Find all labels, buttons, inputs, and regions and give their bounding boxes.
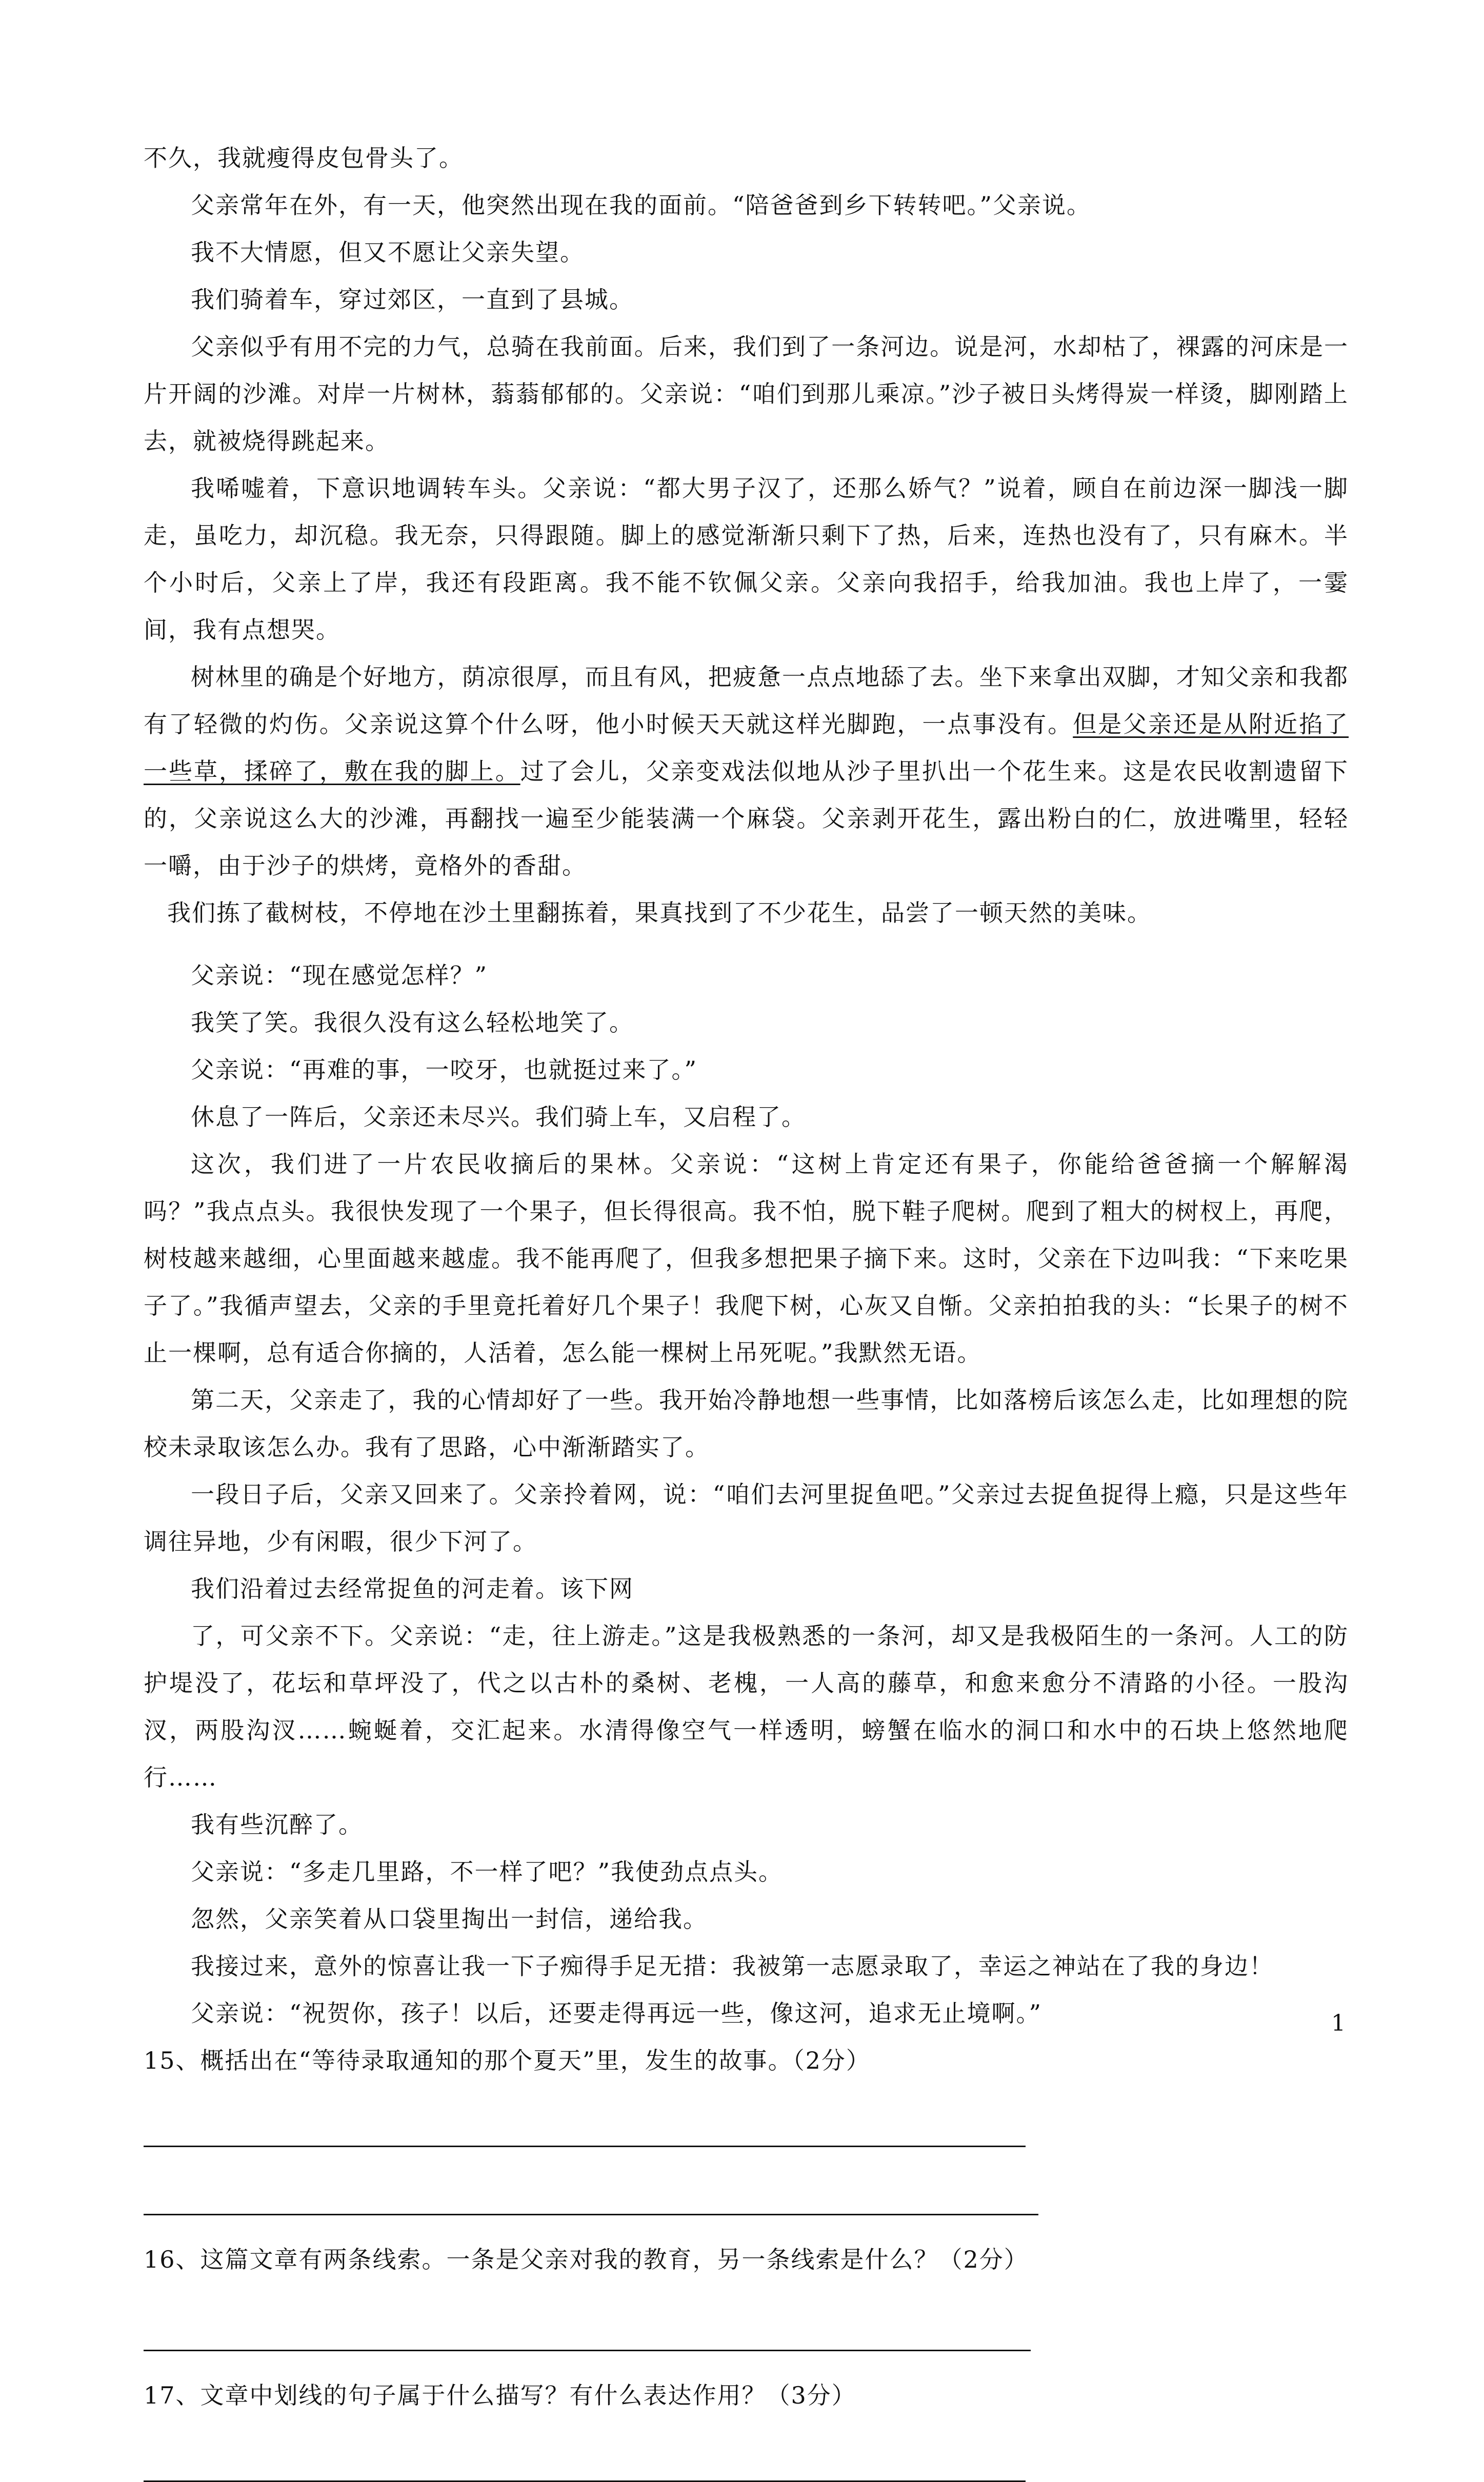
question-17: 17、文章中划线的句子属于什么描写？有什么表达作用？（3分） [144,2381,856,2409]
paragraph: 不久，我就瘦得皮包骨头了。 [144,144,464,172]
paragraph: 父亲说：“再难的事，一咬牙，也就挺过来了。” [191,1056,698,1084]
paragraph: 忽然，父亲笑着从口袋里掏出一封信，递给我。 [191,1905,708,1933]
paragraph-text: 树林里的确是个好地方，荫凉很厚，而且有风，把疲惫一点点地舔了去。坐下来拿出双脚，才知父亲和我都有了轻微的灼伤。父亲说这算个什么呀，他小时候天天就这样光脚跑，一点事没有。 [144,663,1349,738]
paragraph: 我不大情愿，但又不愿让父亲失望。 [191,238,585,266]
answer-space [144,2084,1349,2146]
paragraph: 了，可父亲不下。父亲说：“走，往上游走。”这是我极熟悉的一条河，却又是我极陌生的一条河。人工的防护堤没了，花坛和草坪没了，代之以古朴的桑树、老槐，一人高的藤草，和愈来愈分不清路的小径。一股沟汊，两股沟汊……蜿蜒着，交汇起来。水清得像空气一样透明，螃蟹在临水的洞口和水中的石块上悠然地爬行…… [144,1622,1349,1791]
paragraph: 父亲说：“多走几里路，不一样了吧？”我使劲点点头。 [191,1858,784,1886]
paragraph: 父亲常年在外，有一天，他突然出现在我的面前。“陪爸爸到乡下转转吧。”父亲说。 [191,191,1092,219]
paragraph: 父亲说：“现在感觉怎样？” [191,962,488,989]
paragraph: 我们骑着车，穿过郊区，一直到了县城。 [191,286,634,313]
paragraph: 我笑了笑。我很久没有这么轻松地笑了。 [191,1009,634,1036]
paragraph: 我有些沉醉了。 [191,1811,363,1838]
paragraph: 第二天，父亲走了，我的心情却好了一些。我开始冷静地想一些事情，比如落榜后该怎么走，比如理想的院校未录取该怎么办。我有了思路，心中渐渐踏实了。 [144,1386,1349,1461]
paragraph: 父亲说：“祝贺你，孩子！以后，还要走得再远一些，像这河，追求无止境啊。” [191,1999,1042,2027]
spacer [144,2215,1349,2236]
passage-body [144,134,1349,2482]
answer-space [144,2147,1349,2214]
spacer [144,2351,1349,2372]
paragraph: 我接过来，意外的惊喜让我一下子痴得手足无措：我被第一志愿录取了，幸运之神站在了我的身边！ [191,1952,1274,1980]
paragraph: 休息了一阵后，父亲还未尽兴。我们骑上车，又启程了。 [191,1103,806,1131]
paragraph-text: 过了会儿，父亲变戏法似地从沙子里扒出一个花生来。这是农民收割遗留下的，父亲说这么大的沙滩，再翻找一遍至少能装满一个麻袋。父亲剥开花生，露出粉白的仁，放进嘴里，轻轻一嚼，由于沙子的烘烤，竟格外的香甜。 [144,757,1349,879]
paragraph: 一段日子后，父亲又回来了。父亲拎着网，说：“咱们去河里捉鱼吧。”父亲过去捉鱼捉得上瘾，只是这些年调往异地，少有闲暇，很少下河了。 [144,1480,1349,1555]
paragraph: 我唏嘘着，下意识地调转车头。父亲说：“都大男子汉了，还那么娇气？”说着，顾自在前边深一脚浅一脚走，虽吃力，却沉稳。我无奈，只得跟随。脚上的感觉渐渐只剩下了热，后来，连热也没有了，只有麻木。半个小时后，父亲上了岸，我还有段距离。我不能不钦佩父亲。父亲向我招手，给我加油。我也上岸了，一霎间，我有点想哭。 [144,474,1349,644]
paragraph: 我们沿着过去经常捉鱼的河走着。该下网 [191,1575,634,1603]
paragraph-with-underline [144,653,1349,889]
paragraph: 这次，我们进了一片农民收摘后的果林。父亲说：“这树上肯定还有果子，你能给爸爸摘一个解解渴吗？”我点点头。我很快发现了一个果子，但长得很高。我不怕，脱下鞋子爬树。爬到了粗大的树杈上，再爬，树枝越来越细，心里面越来越虚。我不能再爬了，但我多想把果子摘下来。这时，父亲在下边叫我：“下来吃果子了。”我循声望去，父亲的手里竟托着好几个果子！我爬下树，心灰又自惭。父亲拍拍我的头：“长果子的树不止一棵啊，总有适合你摘的，人活着，怎么能一棵树上吊死呢。”我默然无语。 [144,1150,1349,1367]
question-16: 16、这篇文章有两条线索。一条是父亲对我的教育，另一条线索是什么？（2分） [144,2246,1029,2273]
paragraph: 我们拣了截树枝，不停地在沙土里翻拣着，果真找到了不少花生，品尝了一顿天然的美味。 [167,899,1152,927]
answer-space [144,2283,1349,2350]
page-number: 1 [1331,2010,1346,2036]
paragraph: 父亲似乎有用不完的力气，总骑在我前面。后来，我们到了一条河边。说是河，水却枯了，裸露的河床是一片开阔的沙滩。对岸一片树林，蓊蓊郁郁的。父亲说：“咱们到那儿乘凉。”沙子被日头烤得炭一样烫，脚刚踏上去，就被烧得跳起来。 [144,333,1349,455]
underlined-sentence: 但是父亲还是从附近掐了一些草，揉碎了，敷在我的脚上。 [144,710,1349,785]
answer-space [144,2419,1349,2480]
question-15: 15、概括出在“等待录取通知的那个夏天”里，发生的故事。（2分） [144,2047,871,2074]
